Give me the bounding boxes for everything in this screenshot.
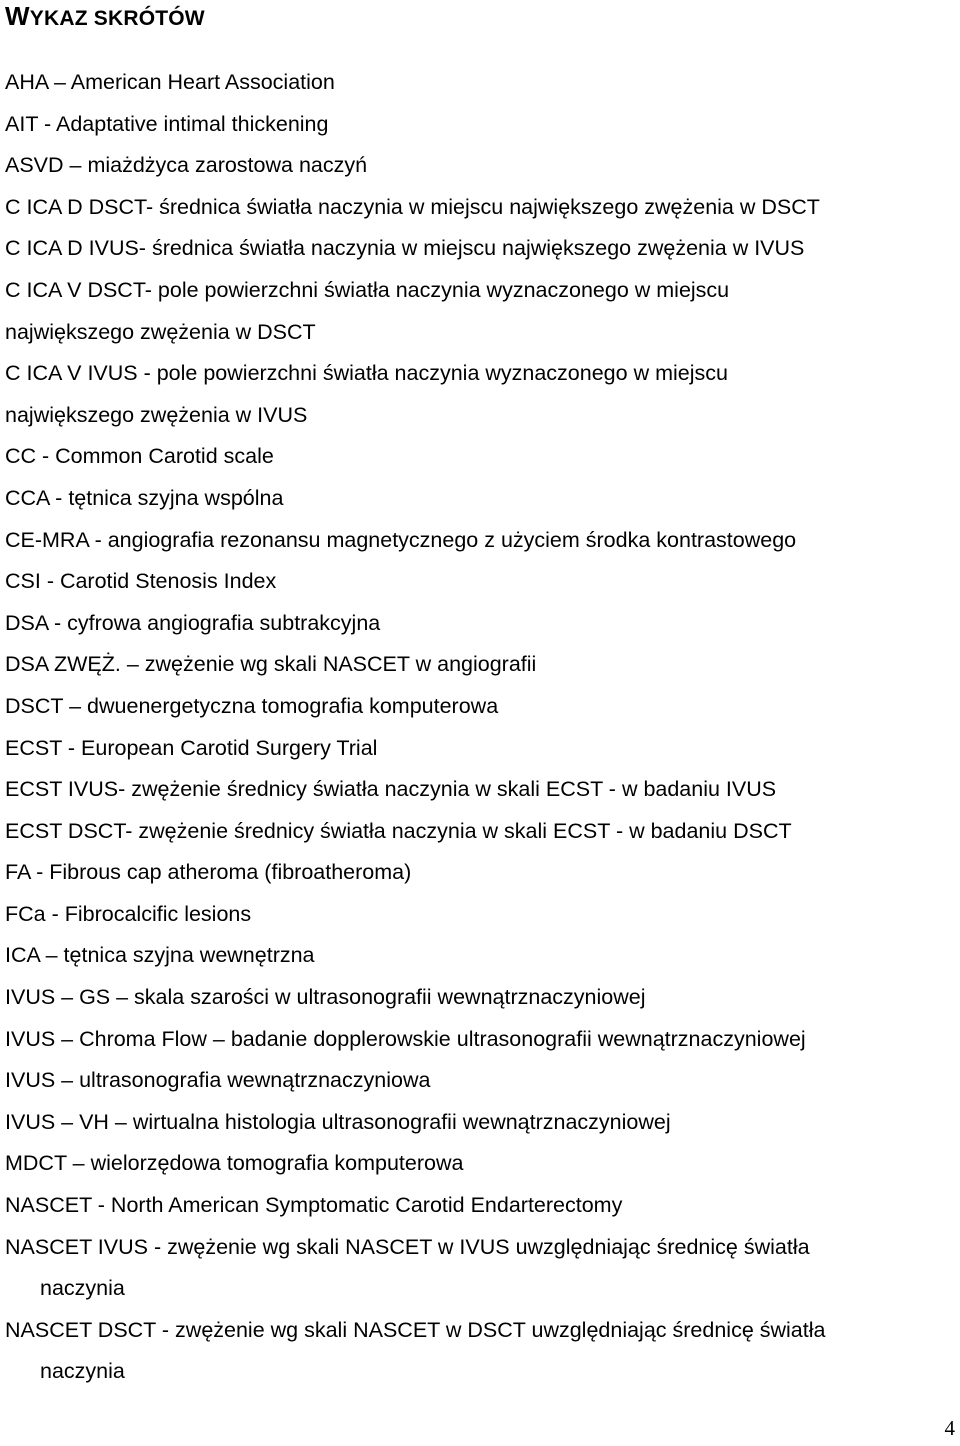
abbreviation-entry	[5, 1019, 955, 1061]
abbreviation-entry	[5, 270, 955, 353]
abbreviation-text: DSA ZWĘŻ. – zwężenie wg skali NASCET w angiografii	[5, 652, 537, 677]
abbreviation-continuation: naczynia	[40, 1276, 125, 1301]
abbreviation-text: IVUS – VH – wirtualna histologia ultrasonografii wewnątrznaczyniowej	[5, 1109, 671, 1134]
abbreviation-entry	[5, 1310, 955, 1393]
abbreviation-entry	[5, 1227, 955, 1310]
abbreviation-entry	[5, 935, 955, 977]
abbreviation-entry	[5, 686, 955, 728]
abbreviation-text: NASCET IVUS - zwężenie wg skali NASCET w IVUS uwzględniając średnicę światła	[5, 1234, 810, 1259]
abbreviation-text: MDCT – wielorzędowa tomografia komputerowa	[5, 1151, 464, 1176]
abbreviation-continuation: największego zwężenia w IVUS	[5, 402, 308, 427]
abbreviation-entry	[5, 520, 955, 562]
abbreviation-entry	[5, 811, 955, 853]
abbreviation-continuation: naczynia	[40, 1359, 125, 1384]
abbreviation-list	[5, 62, 955, 1393]
abbreviation-text: C ICA D IVUS- średnica światła naczynia w miejscu największego zwężenia w IVUS	[5, 236, 805, 261]
abbreviation-text: DSA - cyfrowa angiografia subtrakcyjna	[5, 610, 381, 635]
abbreviation-entry	[5, 1185, 955, 1227]
abbreviation-entry	[5, 977, 955, 1019]
page-number: 4	[944, 1416, 955, 1440]
abbreviation-text: FCa - Fibrocalcific lesions	[5, 901, 252, 926]
abbreviation-entry	[5, 769, 955, 811]
abbreviation-text: CCA - tętnica szyjna wspólna	[5, 485, 284, 510]
page-title-rest: YKAZ SKRÓTÓW	[29, 7, 205, 30]
abbreviation-text: C ICA V DSCT- pole powierzchni światła naczynia wyznaczonego w miejscu	[5, 277, 730, 302]
abbreviation-entry	[5, 728, 955, 770]
abbreviation-text: CC - Common Carotid scale	[5, 444, 274, 469]
abbreviation-entry	[5, 644, 955, 686]
abbreviation-text: ECST - European Carotid Surgery Trial	[5, 735, 378, 760]
abbreviation-text: CE-MRA - angiografia rezonansu magnetycznego z użyciem środka kontrastowego	[5, 527, 797, 552]
page-title-initial: W	[5, 1, 30, 31]
abbreviation-text: IVUS – GS – skala szarości w ultrasonografii wewnątrznaczyniowej	[5, 985, 646, 1010]
abbreviation-text: NASCET - North American Symptomatic Carotid Endarterectomy	[5, 1193, 623, 1218]
abbreviation-text: DSCT – dwuenergetyczna tomografia komputerowa	[5, 693, 499, 718]
abbreviation-entry	[5, 187, 955, 229]
abbreviation-text: ECST DSCT- zwężenie średnicy światła naczynia w skali ECST - w badaniu DSCT	[5, 818, 792, 843]
abbreviation-entry	[5, 1060, 955, 1102]
abbreviation-entry	[5, 228, 955, 270]
abbreviation-text: AHA – American Heart Association	[5, 70, 335, 94]
abbreviation-entry	[5, 1102, 955, 1144]
abbreviation-entry	[5, 561, 955, 603]
abbreviation-text: ASVD – miażdżyca zarostowa naczyń	[5, 153, 368, 178]
abbreviation-entry	[5, 852, 955, 894]
abbreviation-entry	[5, 478, 955, 520]
abbreviation-text: NASCET DSCT - zwężenie wg skali NASCET w DSCT uwzględniając średnicę światła	[5, 1317, 826, 1342]
abbreviation-text: CSI - Carotid Stenosis Index	[5, 569, 277, 594]
abbreviation-text: IVUS – Chroma Flow – badanie dopplerowskie ultrasonografii wewnątrznaczyniowej	[5, 1026, 806, 1051]
page-title	[5, 0, 205, 35]
abbreviation-entry	[5, 353, 955, 436]
abbreviation-text: IVUS – ultrasonografia wewnątrznaczyniowa	[5, 1068, 431, 1093]
abbreviation-text: ECST IVUS- zwężenie średnicy światła naczynia w skali ECST - w badaniu IVUS	[5, 777, 777, 802]
abbreviation-entry	[5, 603, 955, 645]
abbreviation-text: ICA – tętnica szyjna wewnętrzna	[5, 943, 315, 968]
abbreviation-entry	[5, 145, 955, 187]
abbreviation-text: FA - Fibrous cap atheroma (fibroatheroma)	[5, 860, 412, 885]
abbreviation-entry	[5, 104, 955, 146]
abbreviation-entry	[5, 894, 955, 936]
abbreviation-text: AIT - Adaptative intimal thickening	[5, 111, 329, 136]
abbreviation-entry	[5, 436, 955, 478]
abbreviation-text: C ICA V IVUS - pole powierzchni światła naczynia wyznaczonego w miejscu	[5, 361, 728, 386]
abbreviation-continuation: największego zwężenia w DSCT	[5, 319, 316, 344]
abbreviation-text: C ICA D DSCT- średnica światła naczynia w miejscu największego zwężenia w DSCT	[5, 194, 820, 219]
abbreviation-entry	[5, 1143, 955, 1185]
abbreviation-entry	[5, 62, 955, 104]
